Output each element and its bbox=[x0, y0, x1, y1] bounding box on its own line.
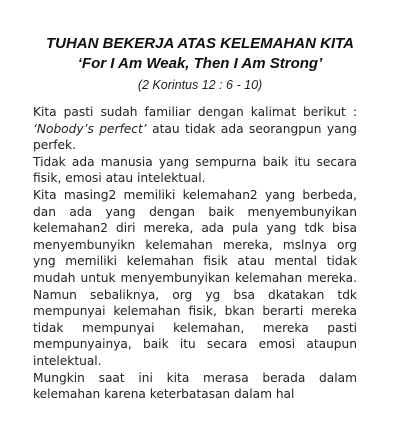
document-title: TUHAN BEKERJA ATAS KELEMAHAN KITA bbox=[45, 35, 355, 52]
document-body bbox=[33, 104, 357, 403]
paragraph-1 bbox=[33, 104, 357, 154]
document-subtitle: ‘For I Am Weak, Then I Am Strong’ bbox=[77, 55, 323, 72]
paragraph-2: Tidak ada manusia yang sempurna baik itu secara fisik, emosi atau intelektual. bbox=[33, 154, 357, 186]
scripture-reference: (2 Korintus 12 : 6 - 10) bbox=[137, 78, 263, 92]
paragraph-1-quote: ‘Nobody’s perfect’ bbox=[33, 121, 147, 136]
paragraph-3: Kita masing2 memiliki kelemahan2 yang berbeda, dan ada yang dengan baik menyembunyikan kelemahan2 diri mereka, ada pula yang tdk bisa menyembunyikn kelemahan mereka, mslnya org yng memiliki kelemahan fisik atau mental tidak mudah untuk menyembunyikan kelemahan mereka. Namun sebaliknya, org yg bsa dkatakan tdk mempunyai kelemahan fisik, bkan berarti mereka tidak mempunyai kelemahan, mereka pasti mempunyainya, baik itu secara emosi ataupun intelektual. bbox=[33, 187, 357, 368]
paragraph-1-ending: atau tidak ada seorangpun yang perfek. bbox=[33, 121, 358, 153]
document-header bbox=[20, 34, 380, 94]
paragraph-4: Mungkin saat ini kita merasa berada dalam kelemahan karena keterbatasan dalam hal bbox=[33, 370, 357, 402]
paragraph-1-intro: Kita pasti sudah familiar dengan kalimat berikut : bbox=[33, 105, 357, 119]
page-bottom-margin bbox=[0, 414, 400, 444]
